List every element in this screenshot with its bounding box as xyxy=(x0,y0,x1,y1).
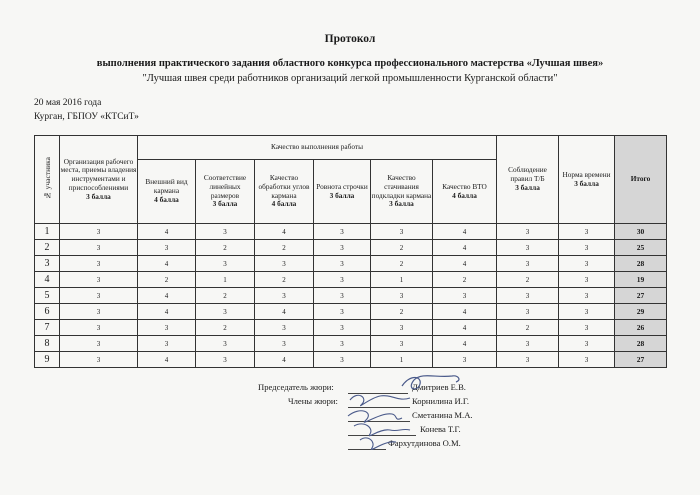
header-participant-label: № участника xyxy=(42,156,52,200)
document-date: 20 мая 2016 года xyxy=(34,98,102,108)
score-cell: 3 xyxy=(255,320,314,336)
score-cell: 3 xyxy=(314,304,371,320)
participant-number: 3 xyxy=(35,256,60,272)
table-row xyxy=(35,256,667,272)
header-size xyxy=(196,160,255,224)
table-row xyxy=(35,336,667,352)
total-cell: 19 xyxy=(615,272,667,288)
score-cell: 2 xyxy=(497,320,559,336)
score-cell: 2 xyxy=(497,272,559,288)
score-cell: 3 xyxy=(314,272,371,288)
score-cell: 2 xyxy=(371,256,433,272)
score-cell: 4 xyxy=(138,224,196,240)
score-cell: 4 xyxy=(433,224,497,240)
chair-name: Дмитриев Е.В. xyxy=(412,382,466,392)
score-cell: 3 xyxy=(497,224,559,240)
results-table-body xyxy=(35,224,667,368)
participant-number: 4 xyxy=(35,272,60,288)
member3-name: Конева Т.Г. xyxy=(420,424,461,434)
score-cell: 3 xyxy=(60,288,138,304)
score-cell: 3 xyxy=(314,240,371,256)
members-label: Члены жюри: xyxy=(288,396,338,406)
header-size-label: Соответствие линейных размеров xyxy=(203,173,247,200)
score-cell: 3 xyxy=(314,224,371,240)
score-cell: 3 xyxy=(314,256,371,272)
header-pocket-label: Внешний вид кармана xyxy=(145,177,188,196)
participant-number: 2 xyxy=(35,240,60,256)
score-cell: 2 xyxy=(371,304,433,320)
total-cell: 28 xyxy=(615,256,667,272)
score-cell: 4 xyxy=(433,256,497,272)
score-cell: 2 xyxy=(196,240,255,256)
header-stitch-points: 3 балла xyxy=(329,190,355,200)
score-cell: 3 xyxy=(559,320,615,336)
score-cell: 3 xyxy=(371,320,433,336)
score-cell: 3 xyxy=(559,240,615,256)
participant-number: 5 xyxy=(35,288,60,304)
header-participant xyxy=(35,136,60,224)
member4-name: Фархутдинова О.М. xyxy=(388,438,461,448)
header-safety-points: 3 балла xyxy=(515,182,540,192)
score-cell: 3 xyxy=(497,352,559,368)
score-cell: 3 xyxy=(255,288,314,304)
score-cell: 3 xyxy=(497,336,559,352)
score-cell: 2 xyxy=(196,288,255,304)
score-cell: 3 xyxy=(196,336,255,352)
score-cell: 3 xyxy=(314,320,371,336)
total-cell: 28 xyxy=(615,336,667,352)
score-cell: 2 xyxy=(196,320,255,336)
score-cell: 4 xyxy=(433,336,497,352)
header-lining-points: 3 балла xyxy=(389,199,414,209)
header-pocket-points: 4 балла xyxy=(154,194,179,204)
score-cell: 3 xyxy=(559,352,615,368)
total-cell: 25 xyxy=(615,240,667,256)
score-cell: 3 xyxy=(60,320,138,336)
score-cell: 3 xyxy=(60,352,138,368)
document-subtitle: выполнения практического задания областного конкурса профессионального мастерства «Лучшая швея» xyxy=(96,58,604,69)
table-row xyxy=(35,224,667,240)
header-organization xyxy=(60,136,138,224)
participant-number: 6 xyxy=(35,304,60,320)
score-cell: 3 xyxy=(314,352,371,368)
score-cell: 3 xyxy=(138,336,196,352)
header-total-label: Итого xyxy=(630,174,651,184)
table-row xyxy=(35,352,667,368)
header-time-points: 3 балла xyxy=(574,178,599,188)
score-cell: 3 xyxy=(371,288,433,304)
score-cell: 2 xyxy=(433,272,497,288)
score-cell: 4 xyxy=(255,304,314,320)
score-cell: 3 xyxy=(371,224,433,240)
header-time-label: Норма времени xyxy=(562,169,611,179)
header-corners xyxy=(255,160,314,224)
score-cell: 3 xyxy=(433,352,497,368)
score-cell: 4 xyxy=(433,240,497,256)
score-cell: 4 xyxy=(255,352,314,368)
score-cell: 4 xyxy=(138,304,196,320)
table-row xyxy=(35,320,667,336)
score-cell: 3 xyxy=(60,240,138,256)
total-cell: 26 xyxy=(615,320,667,336)
results-table xyxy=(34,135,667,368)
table-row xyxy=(35,240,667,256)
header-quality-group: Качество выполнения работы xyxy=(138,136,497,160)
score-cell: 3 xyxy=(196,256,255,272)
member1-name: Корнилина И.Г. xyxy=(412,396,470,406)
score-cell: 2 xyxy=(138,272,196,288)
header-stitch xyxy=(314,160,371,224)
score-cell: 3 xyxy=(255,256,314,272)
score-cell: 3 xyxy=(314,288,371,304)
header-vto xyxy=(433,160,497,224)
score-cell: 4 xyxy=(138,256,196,272)
member2-name: Сметанина М.А. xyxy=(412,410,473,420)
score-cell: 2 xyxy=(255,272,314,288)
header-organization-points: 3 балла xyxy=(86,191,111,201)
score-cell: 1 xyxy=(371,272,433,288)
header-time xyxy=(559,136,615,224)
score-cell: 3 xyxy=(255,336,314,352)
score-cell: 3 xyxy=(497,240,559,256)
score-cell: 4 xyxy=(433,320,497,336)
header-organization-label: Организация рабочего места, приемы владения инструментами и приспособлениями xyxy=(60,156,137,192)
score-cell: 3 xyxy=(497,256,559,272)
score-cell: 3 xyxy=(196,352,255,368)
score-cell: 3 xyxy=(196,304,255,320)
score-cell: 3 xyxy=(314,336,371,352)
score-cell: 3 xyxy=(497,304,559,320)
score-cell: 3 xyxy=(433,288,497,304)
score-cell: 4 xyxy=(255,224,314,240)
header-pocket xyxy=(138,160,196,224)
score-cell: 4 xyxy=(138,352,196,368)
score-cell: 3 xyxy=(559,272,615,288)
score-cell: 3 xyxy=(559,336,615,352)
document-place: Курган, ГБПОУ «КТСиТ» xyxy=(34,112,139,122)
score-cell: 1 xyxy=(371,352,433,368)
score-cell: 3 xyxy=(138,240,196,256)
score-cell: 2 xyxy=(255,240,314,256)
header-safety-label: Соблюдение правил Т/Б xyxy=(508,165,547,184)
header-lining xyxy=(371,160,433,224)
header-stitch-label: Ровнота строчки xyxy=(316,181,368,191)
score-cell: 3 xyxy=(497,288,559,304)
score-cell: 3 xyxy=(196,224,255,240)
participant-number: 1 xyxy=(35,224,60,240)
table-row xyxy=(35,288,667,304)
score-cell: 3 xyxy=(138,320,196,336)
participant-number: 8 xyxy=(35,336,60,352)
score-cell: 2 xyxy=(371,240,433,256)
total-cell: 30 xyxy=(615,224,667,240)
score-cell: 3 xyxy=(559,256,615,272)
score-cell: 1 xyxy=(196,272,255,288)
score-cell: 4 xyxy=(138,288,196,304)
score-cell: 3 xyxy=(559,304,615,320)
score-cell: 3 xyxy=(60,336,138,352)
total-cell: 27 xyxy=(615,352,667,368)
score-cell: 3 xyxy=(60,256,138,272)
header-vto-label: Качество ВТО xyxy=(442,181,487,191)
total-cell: 29 xyxy=(615,304,667,320)
document-title: Протокол xyxy=(324,33,376,45)
header-safety xyxy=(497,136,559,224)
score-cell: 4 xyxy=(433,304,497,320)
score-cell: 3 xyxy=(60,272,138,288)
participant-number: 7 xyxy=(35,320,60,336)
header-corners-points: 4 балла xyxy=(271,199,297,209)
table-row xyxy=(35,304,667,320)
header-lining-label: Качество стачивания подкладки кармана xyxy=(371,173,432,200)
header-corners-label: Качество обработки углов кармана xyxy=(258,173,310,200)
total-cell: 27 xyxy=(615,288,667,304)
header-total xyxy=(615,136,667,224)
score-cell: 3 xyxy=(60,224,138,240)
score-cell: 3 xyxy=(559,288,615,304)
score-cell: 3 xyxy=(371,336,433,352)
score-cell: 3 xyxy=(60,304,138,320)
chair-label: Председатель жюри: xyxy=(258,382,334,392)
handwritten-signatures xyxy=(340,368,490,458)
participant-number: 9 xyxy=(35,352,60,368)
header-size-points: 3 балла xyxy=(212,199,238,209)
score-cell: 3 xyxy=(559,224,615,240)
document-subtitle-2: "Лучшая швея среди работников организаций легкой промышленности Курганской области" xyxy=(142,73,558,84)
header-vto-points: 4 балла xyxy=(452,190,477,200)
table-row xyxy=(35,272,667,288)
